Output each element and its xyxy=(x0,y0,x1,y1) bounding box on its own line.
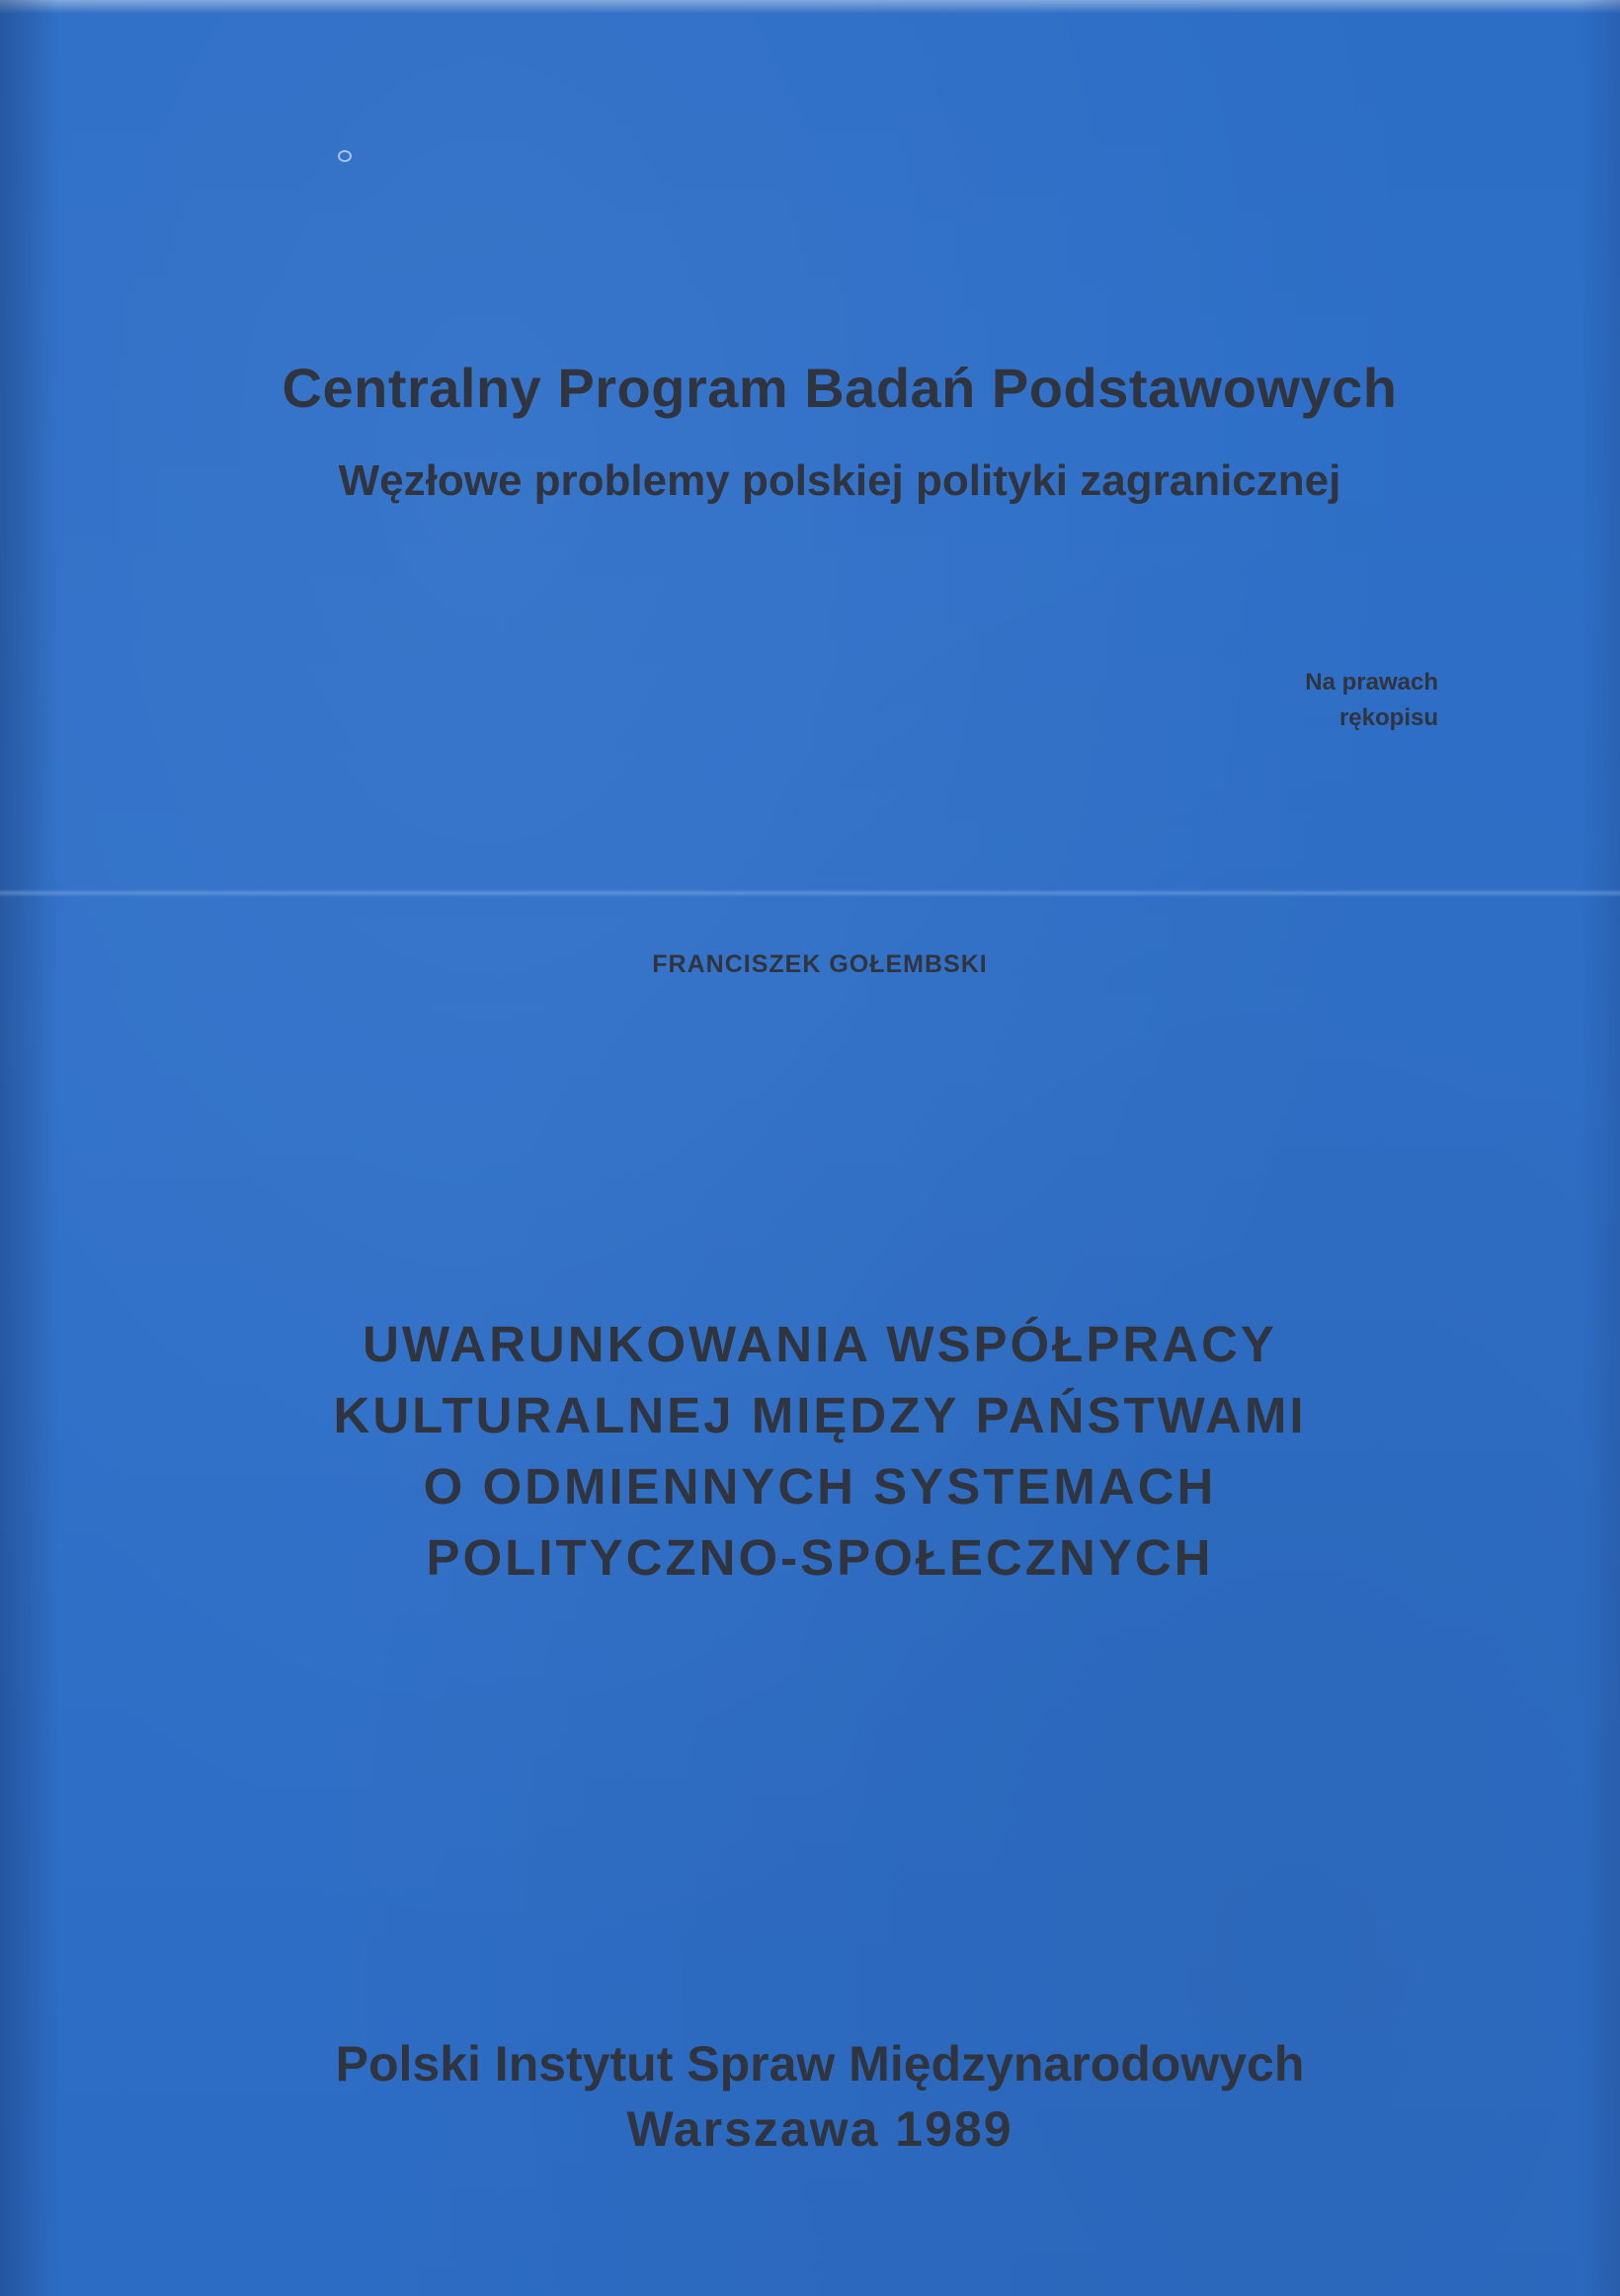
cover-fold-crease xyxy=(0,889,1620,897)
book-title xyxy=(0,1309,1620,1594)
author-name: FRANCISZEK GOŁEMBSKI xyxy=(652,950,988,978)
paper-speck xyxy=(338,150,352,162)
rights-note xyxy=(1305,665,1438,736)
cover-spine-shadow xyxy=(0,0,59,2296)
title-line: KULTURALNEJ MIĘDZY PAŃSTWAMI xyxy=(333,1387,1307,1443)
cover-top-edge xyxy=(0,0,1620,14)
cover-right-edge xyxy=(1580,0,1620,2296)
title-line: O ODMIENNYCH SYSTEMACH xyxy=(423,1458,1217,1515)
program-title: Centralny Program Badań Podstawowych xyxy=(282,357,1398,419)
publisher-block xyxy=(0,2031,1620,2162)
publication-place-year: Warszawa 1989 xyxy=(626,2101,1013,2157)
publisher-name: Polski Instytut Spraw Międzynarodowych xyxy=(335,2036,1305,2091)
rights-note-line: Na prawach xyxy=(1305,669,1438,696)
title-line: UWARUNKOWANIA WSPÓŁPRACY xyxy=(363,1316,1277,1372)
program-subtitle: Węzłowe problemy polskiej polityki zagranicznej xyxy=(338,456,1341,505)
title-line: POLITYCZNO-SPOŁECZNYCH xyxy=(426,1529,1214,1586)
rights-note-line: rękopisu xyxy=(1338,704,1438,731)
